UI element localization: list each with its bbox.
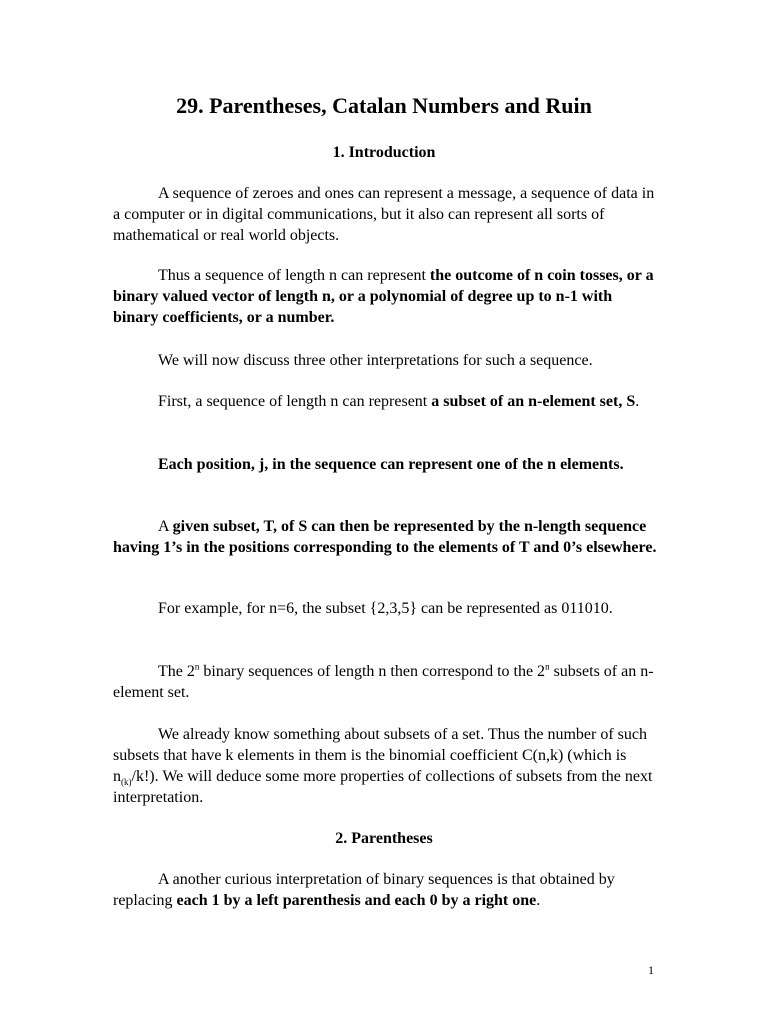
text-run: . [635,393,640,410]
paragraph-sequence-intro: A sequence of zeroes and ones can represent a message, a sequence of data in a computer or in digital communications, but it also can represent all sorts of mathematical or real world objects. [113,185,655,244]
paragraph-three-interpretations: We will now discuss three other interpretations for such a sequence. [158,352,593,369]
paragraph-sequence-length [113,265,658,328]
text-run: We already know something about subsets of a set. Thus the number of such subsets that have k elements in them is the binomial coefficient C(n,k) (which is n [113,726,647,785]
text-run: Thus a sequence of length n can represent [158,267,430,284]
text-run: /k!). We will deduce some more properties of collections of subsets from the next interpretation. [113,768,653,806]
page-title: 29. Parentheses, Catalan Numbers and Ruin [176,93,592,118]
paragraph-binary-sequences-count [113,661,658,703]
bold-text-run: Each position, j, in the sequence can represent one of the n elements. [158,456,624,473]
paragraph-position-elements [113,454,658,475]
text-run: subsets of an n-element set. [113,663,654,701]
bold-text-run: given subset, T, of S can then be represented by the n-length sequence having 1’s in the positions corresponding to the elements of T and 0’s elsewhere. [113,518,657,556]
paragraph-example: For example, for n=6, the subset {2,3,5} can be represented as 011010. [158,600,613,617]
bold-text-run: each 1 by a left parenthesis and each 0 by a right one [176,892,537,909]
paragraph-subset-representation [113,391,658,412]
paragraph-binomial-coefficient [113,724,658,808]
superscript: n [545,661,550,672]
text-run: binary sequences of length n then correspond to the 2 [199,663,546,680]
page-number: 1 [648,963,654,977]
section-heading-introduction: 1. Introduction [332,144,436,161]
bold-text-run: a subset of an n-element set, S [431,393,636,410]
text-run: A [158,518,173,535]
bold-text-run: the outcome of n coin tosses, or a binary valued vector of length n, or a polynomial of degree up to n-1 with binary coefficients, or a number. [113,267,654,326]
paragraph-parentheses-interpretation [113,869,658,911]
text-run: First, a sequence of length n can represent [158,393,432,410]
subscript: (k) [121,777,132,788]
text-run: A another curious interpretation of binary sequences is that obtained by replacing [113,871,615,909]
text-run: The 2 [158,663,195,680]
superscript: n [194,661,200,672]
section-heading-parentheses: 2. Parentheses [335,830,433,847]
paragraph-given-subset [113,516,658,558]
text-run: . [536,892,541,909]
